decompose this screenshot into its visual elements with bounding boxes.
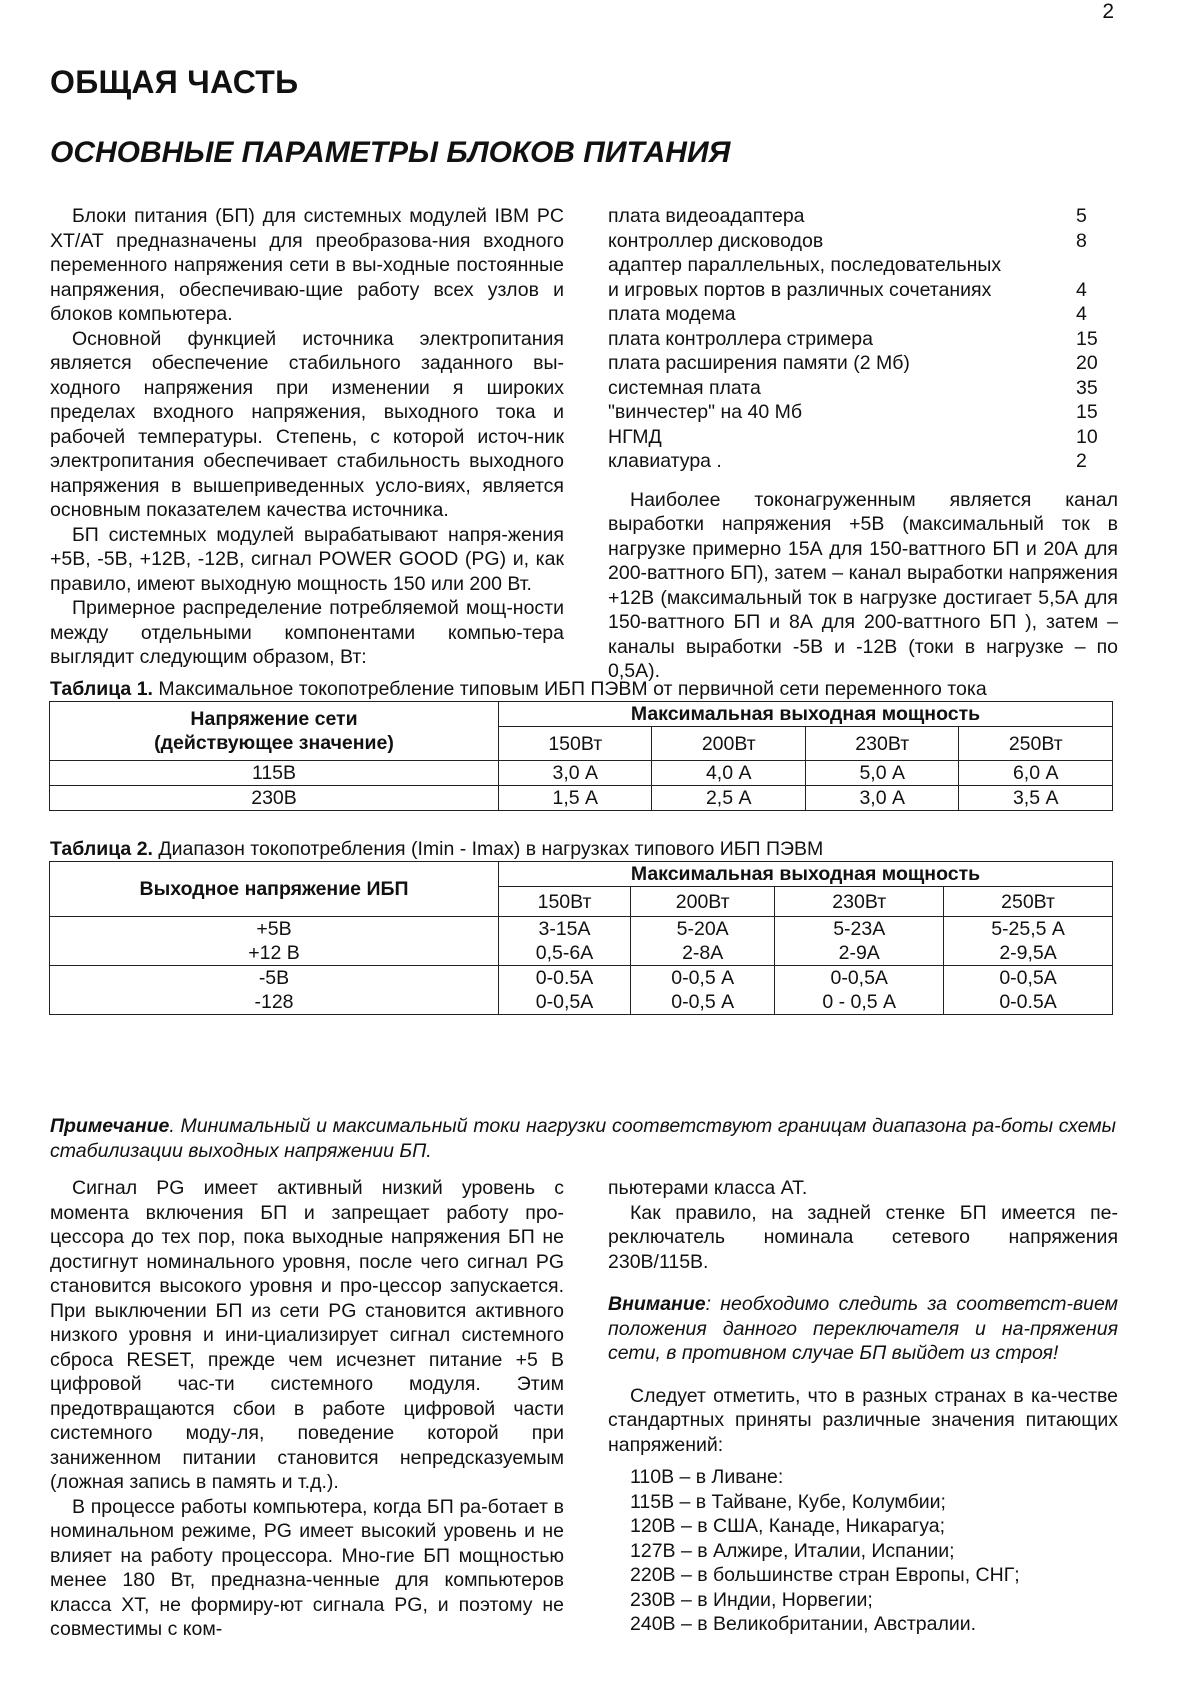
- component-name: адаптер параллельных, последовательных: [608, 254, 1002, 276]
- table2-power-header: 250Вт: [944, 887, 1113, 917]
- list-item: 240В – в Великобритании, Австралии.: [630, 1613, 977, 1635]
- component-power: 5: [1076, 205, 1087, 227]
- subsection-heading: ОСНОВНЫЕ ПАРАМЕТРЫ БЛОКОВ ПИТАНИЯ: [50, 136, 731, 169]
- table1-power-header: 200Вт: [652, 727, 805, 761]
- list-item: [608, 376, 1118, 401]
- note-text: . Минимальный и максимальный токи нагрузки соответствуют границам диапазона ра-боты схемы стабилизации выходных напряжении БП.: [50, 1115, 1116, 1162]
- list-item: 230В – в Индии, Норвегии;: [630, 1588, 873, 1611]
- section-heading: ОБЩАЯ ЧАСТЬ: [50, 64, 299, 100]
- table2-caption-text: Диапазон токопотребления (Imin - Imax) в нагрузках типового ИБП ПЭВМ: [152, 838, 824, 860]
- component-power: 20: [1076, 352, 1098, 374]
- table2-col1-header: Выходное напряжение ИБП: [50, 862, 499, 917]
- pg-paragraph-2-continued: пьютерами класса AT.: [608, 1177, 808, 1199]
- table-row: 230В 1,5 А 2,5 А 3,0 А 3,5 А: [50, 786, 1113, 811]
- list-item: 220В – в большинстве стран Европы, СНГ;: [630, 1564, 1020, 1586]
- component-power: 2: [1076, 450, 1087, 472]
- component-name: плата расширения памяти (2 Мб): [608, 352, 910, 374]
- list-item: [608, 425, 1118, 450]
- list-item: 120В – в США, Канаде, Никарагуа;: [630, 1515, 946, 1537]
- list-item: [608, 302, 1118, 327]
- component-power: 15: [1076, 401, 1098, 423]
- component-power: [1076, 253, 1118, 278]
- page-number: 2: [1102, 0, 1114, 23]
- table2-power-header: 200Вт: [631, 887, 775, 917]
- pg-column: [50, 1176, 564, 1642]
- pg-paragraph-2: В процессе работы компьютера, когда БП ра-ботает в номинальном режиме, PG имеет высокий уровень и не влияет на работу процессора. Мно-гие БП мощностью менее 180 Вт, предназна-ченные для компьютеров класса XT, не формиру-ют сигнала PG, и поэтому не совместимы с ком-: [50, 1495, 564, 1640]
- table1-caption-text: Максимальное токопотребление типовым ИБП ПЭВМ от первичной сети переменного тока: [152, 678, 987, 700]
- switch-paragraph: Как правило, на задней стенке БП имеется пе-реключатель номинала сетевого напряжения 230В/115В.: [608, 1201, 1118, 1273]
- table1-power-header: 230Вт: [805, 727, 958, 761]
- component-power: 4: [1076, 303, 1087, 325]
- table1-label: Таблица 1.: [50, 678, 153, 700]
- component-name: клавиатура .: [608, 450, 722, 472]
- list-item: [608, 229, 1118, 254]
- load-paragraph: Наиболее токонагруженным является канал выработки напряжения +5В (максимальный ток в нагрузке примерно 15А для 150-ваттного БП и 20А для 200-ваттного БП), затем – канал выработки напряжения +12В (максимальный ток в нагрузке достигает 5,5А для 150-ваттного БП и 8А для 200-ваттного БП ), затем – каналы выработки -5В и -12В (токи в нагрузке – по 0,5А).: [608, 488, 1118, 682]
- table2-power-header: 150Вт: [499, 887, 631, 917]
- table2-group-header: Максимальная выходная мощность: [499, 862, 1113, 887]
- warning-label: Внимание: [608, 1293, 706, 1315]
- component-name: контроллер дисководов: [608, 229, 824, 252]
- components-column: [608, 204, 1118, 684]
- component-name: НГМД: [608, 425, 662, 448]
- intro-paragraph-4: Примерное распределение потребляемой мощ-ности между отдельными компонентами компью-тера выглядит следующим образом, Вт:: [50, 597, 564, 668]
- list-item: 127В – в Алжире, Италии, Испании;: [630, 1539, 955, 1562]
- list-item: [608, 253, 1118, 278]
- country-voltage-list: [630, 1465, 1118, 1637]
- table1-col1-header: Напряжение сети (действующее значение): [50, 702, 499, 761]
- list-item: [608, 351, 1118, 376]
- table-note: [50, 1114, 1116, 1164]
- list-item: 110В – в Ливане:: [630, 1466, 784, 1488]
- list-item: [608, 400, 1118, 425]
- list-item: [608, 327, 1118, 352]
- intro-paragraph-1: Блоки питания (БП) для системных модулей IBM PC XT/AT предназначены для преобразова-ния входного переменного напряжения сети в вы-ходные постоянные напряжения, обеспечиваю-щие работу всех узлов и блоков компьютера.: [50, 205, 564, 325]
- table2: [49, 861, 1113, 1015]
- component-power: 8: [1076, 229, 1087, 252]
- table-row: -5В 0-0.5А 0-0,5 А 0-0,5А 0-0,5А: [50, 966, 1113, 991]
- table2-power-header: 230Вт: [775, 887, 944, 917]
- note-label: Примечание: [50, 1115, 170, 1137]
- component-name: плата контроллера стримера: [608, 327, 873, 350]
- table1-power-header: 250Вт: [959, 727, 1113, 761]
- list-item: 115В – в Тайване, Кубе, Колумбии;: [630, 1490, 946, 1513]
- countries-intro: Следует отметить, что в разных странах в ка-честве стандартных приняты различные значения питающих напряжений:: [608, 1384, 1118, 1456]
- intro-paragraph-3: БП системных модулей вырабатывают напря-жения +5В, -5В, +12В, -12В, сигнал POWER GOOD (PG) и, как правило, имеют выходную мощность 150 или 200 Вт.: [50, 523, 564, 595]
- table1-caption: [50, 678, 987, 701]
- table2-caption: [50, 838, 823, 861]
- component-name: системная плата: [608, 376, 761, 399]
- component-name: и игровых портов в различных сочетаниях: [608, 278, 992, 301]
- table-row: +5В 3-15А 5-20А 5-23А 5-25,5 А: [50, 917, 1113, 942]
- table1: [49, 701, 1113, 811]
- component-name: плата модема: [608, 303, 736, 325]
- table1-group-header: Максимальная выходная мощность: [499, 702, 1113, 727]
- component-name: плата видеоадаптера: [608, 205, 805, 227]
- table1-power-header: 150Вт: [499, 727, 652, 761]
- table2-label: Таблица 2.: [50, 838, 153, 860]
- pg-paragraph-1: Сигнал PG имеет активный низкий уровень с момента включения БП и запрещает работу про-цессора до тех пор, пока выходные напряжения БП не достигнут номинального уровня, после чего сигнал PG становится высокого уровня и про-цессор запускается. При выключении БП из сети PG становится активного низкого уровня и ини-циализирует сигнал системного сброса RESET, прежде чем исчезнет питание +5 В цифровой час-ти системного модуля. Этим предотвращаются сбои в работе цифровой части системного моду-ля, поведение которой при заниженном питании становится непредсказуемым (ложная запись в память и т.д.).: [50, 1177, 564, 1493]
- warning-paragraph: [608, 1292, 1118, 1366]
- intro-column: [50, 204, 564, 670]
- table-row: 115В 3,0 А 4,0 А 5,0 А 6,0 А: [50, 761, 1113, 786]
- switch-column: [608, 1176, 1118, 1637]
- component-power: 15: [1076, 327, 1098, 350]
- component-power-list: [608, 204, 1118, 474]
- list-item: [608, 204, 1118, 229]
- intro-paragraph-2: Основной функцией источника электропитания является обеспечение стабильного заданного вы-ходного напряжения при изменении я широких пределах входного напряжения, выходного тока и рабочей температуры. Степень, с которой источ-ник электропитания обеспечивает стабильность выходного напряжения в вышеприведенных усло-виях, является основным показателем качества источника.: [50, 327, 564, 521]
- component-power: 4: [1076, 278, 1087, 301]
- warning-text: : необходимо следить за соответст-вием положения данного переключателя и на-пряжения сети, в противном случае БП выйдет из строя!: [608, 1293, 1118, 1364]
- component-power: 35: [1076, 376, 1098, 399]
- component-name: "винчестер" на 40 Мб: [608, 401, 802, 423]
- table-row: +12 В 0,5-6А 2-8А 2-9А 2-9,5А: [50, 941, 1113, 966]
- component-power: 10: [1076, 425, 1098, 448]
- list-item: [608, 449, 1118, 474]
- table-row: -128 0-0,5А 0-0,5 А 0 - 0,5 А 0-0.5А: [50, 990, 1113, 1015]
- list-item: [608, 278, 1118, 303]
